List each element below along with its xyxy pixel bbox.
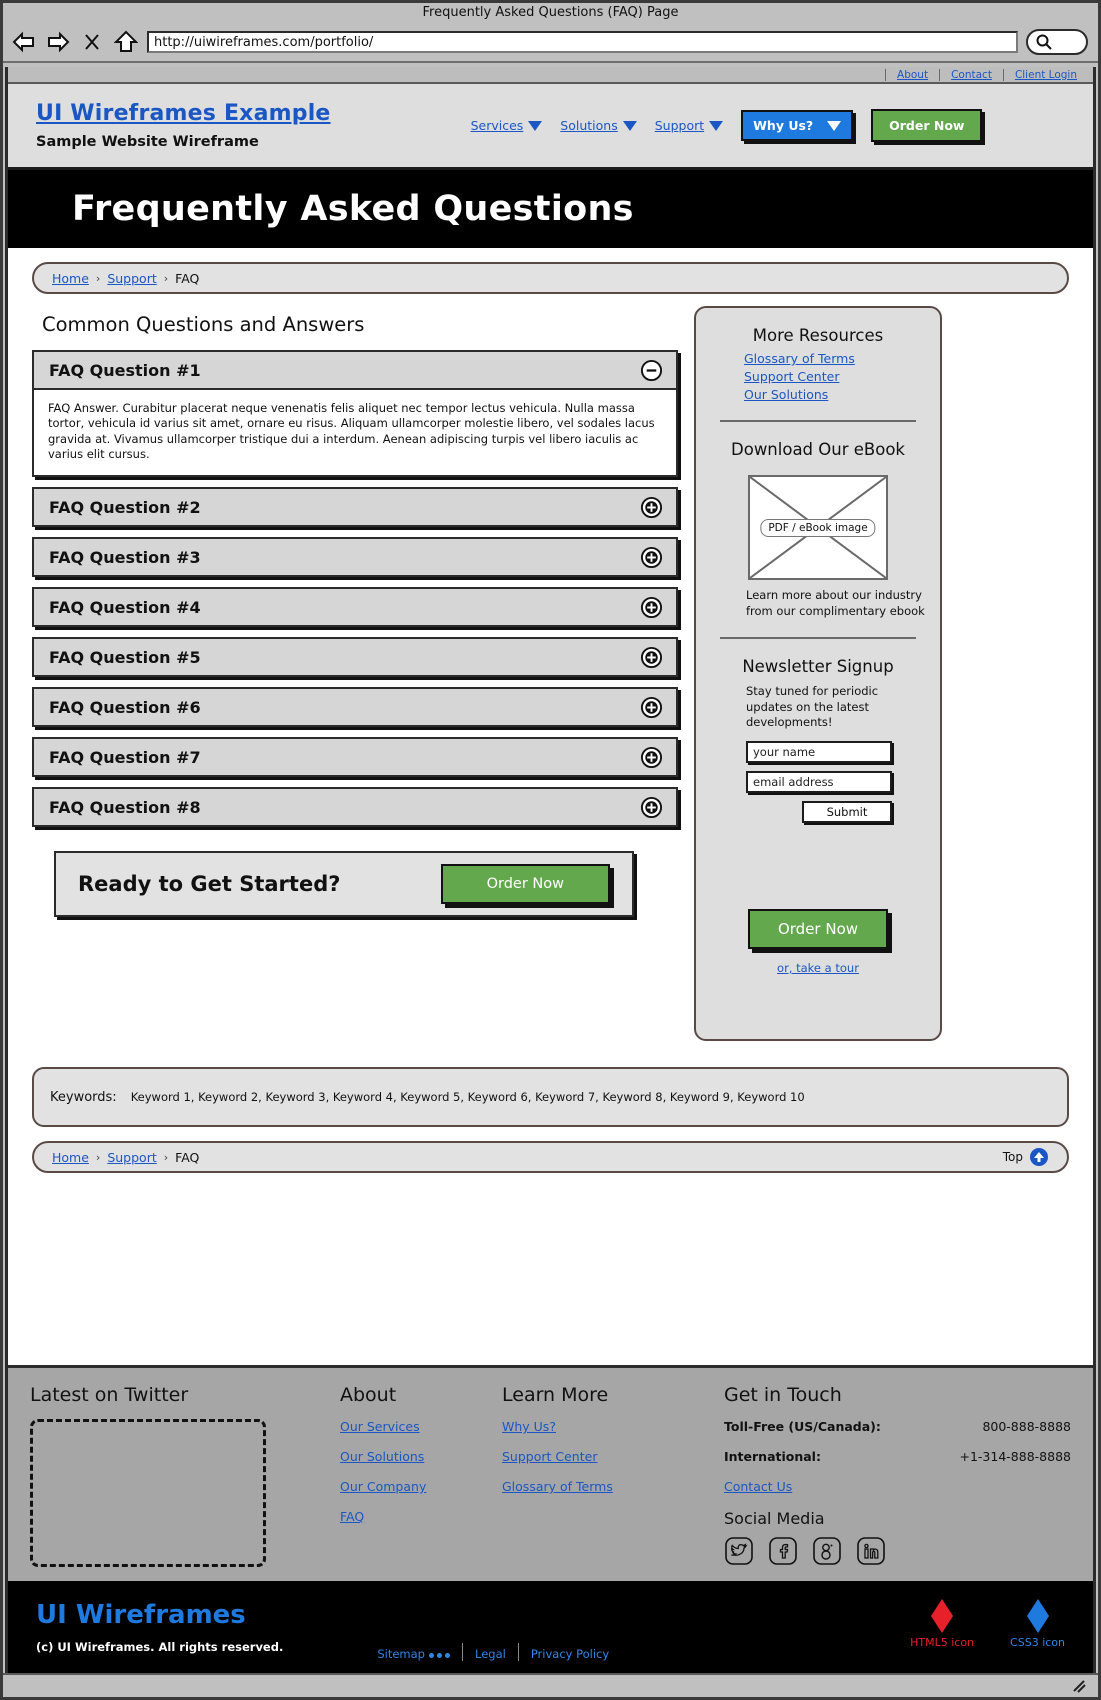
- footer-link-our-services[interactable]: Our Services: [340, 1419, 420, 1434]
- expand-plus-icon[interactable]: [640, 596, 663, 619]
- twitter-feed-placeholder: [30, 1419, 266, 1567]
- hero-banner: [8, 170, 1093, 248]
- faq-item: [32, 737, 678, 777]
- footer-learn-column: [502, 1384, 724, 1567]
- main-navigation: [471, 109, 983, 142]
- faq-question: FAQ Question #2: [49, 497, 201, 517]
- back-arrow-icon[interactable]: [11, 29, 37, 55]
- resource-link-our-solutions[interactable]: Our Solutions: [744, 387, 829, 402]
- nav-item-services[interactable]: [471, 118, 543, 133]
- faq-header[interactable]: [32, 637, 678, 677]
- css3-badge: [1010, 1599, 1065, 1649]
- breadcrumb-current: FAQ: [175, 1149, 200, 1165]
- keywords-list: Keyword 1, Keyword 2, Keyword 3, Keyword 4, Keyword 5, Keyword 6, Keyword 7, Keyword 8, Keyword 9, Keyword 10: [130, 1090, 805, 1104]
- site-footer: [8, 1365, 1093, 1581]
- cta-order-now-button[interactable]: Order Now: [441, 864, 610, 904]
- html5-badge: [910, 1599, 974, 1649]
- email-input[interactable]: [746, 771, 892, 793]
- cta-banner: [54, 851, 634, 917]
- expand-plus-icon[interactable]: [640, 696, 663, 719]
- brand-block: [36, 101, 331, 150]
- section-title: Common Questions and Answers: [42, 313, 365, 336]
- resource-links: [744, 351, 855, 402]
- ebook-image-placeholder: [748, 475, 888, 580]
- faq-header[interactable]: [32, 487, 678, 527]
- breadcrumb-separator: ›: [95, 271, 101, 285]
- faq-item: [32, 537, 678, 577]
- more-resources-title: More Resources: [752, 326, 884, 345]
- faq-question: FAQ Question #5: [49, 647, 201, 667]
- footer-contact-title: Get in Touch: [724, 1384, 842, 1406]
- css3-diamond-icon: [1027, 1599, 1049, 1633]
- page-title: Frequently Asked Questions: [72, 189, 634, 229]
- bottom-links: [365, 1615, 621, 1661]
- submit-button[interactable]: Submit: [802, 801, 892, 823]
- googleplus-icon[interactable]: [812, 1536, 842, 1566]
- utility-nav: [8, 67, 1093, 84]
- expand-plus-icon[interactable]: [640, 746, 663, 769]
- faq-header[interactable]: [32, 350, 678, 390]
- site-header: [8, 84, 1093, 170]
- browser-toolbar: [3, 23, 1098, 61]
- faq-header[interactable]: [32, 537, 678, 577]
- tollfree-row: [724, 1419, 1071, 1434]
- resize-grip-icon[interactable]: [1070, 1677, 1088, 1695]
- faq-question: FAQ Question #6: [49, 697, 201, 717]
- faq-header[interactable]: [32, 737, 678, 777]
- header-order-now-button[interactable]: Order Now: [871, 109, 982, 142]
- resource-link-glossary[interactable]: Glossary of Terms: [744, 351, 855, 366]
- nav-label: Support: [654, 118, 705, 133]
- bottom-logo: UI Wireframes: [36, 1600, 246, 1630]
- breadcrumb-home[interactable]: Home: [52, 1149, 89, 1165]
- footer-learn-title: Learn More: [502, 1384, 609, 1406]
- divider: [720, 420, 916, 422]
- css3-label: CSS3 icon: [1010, 1636, 1065, 1649]
- faq-item: [32, 587, 678, 627]
- footer-about-title: About: [340, 1384, 397, 1406]
- faq-item: [32, 637, 678, 677]
- bottom-link-sitemap[interactable]: [365, 1647, 462, 1661]
- page-viewport: [5, 67, 1096, 1673]
- breadcrumb-separator: ›: [163, 1150, 169, 1164]
- faq-question: FAQ Question #8: [49, 797, 201, 817]
- browser-search-box[interactable]: [1026, 29, 1088, 55]
- bottom-bar: [8, 1581, 1093, 1673]
- name-input-placeholder: your name: [753, 744, 816, 759]
- ebook-title: Download Our eBook: [731, 440, 905, 459]
- faq-header[interactable]: [32, 687, 678, 727]
- faq-item: [32, 350, 678, 477]
- footer-link-faq[interactable]: FAQ: [340, 1509, 365, 1524]
- international-row: [724, 1449, 1071, 1464]
- page-body: [8, 248, 1093, 1365]
- footer-link-our-solutions[interactable]: Our Solutions: [340, 1449, 425, 1464]
- breadcrumb-separator: ›: [163, 271, 169, 285]
- chevron-down-icon: [528, 121, 542, 131]
- ebook-description: Learn more about our industry from our complimentary ebook: [746, 588, 925, 618]
- faq-question: FAQ Question #1: [49, 360, 201, 380]
- back-to-top-label: Top: [1002, 1150, 1023, 1164]
- chevron-down-icon: [827, 121, 841, 131]
- sitemap-label: Sitemap: [377, 1647, 425, 1661]
- utility-link-about[interactable]: About: [885, 69, 940, 81]
- browser-status-bar: [3, 1673, 1098, 1697]
- copyright-text: (c) UI Wireframes. All rights reserved.: [36, 1640, 284, 1654]
- address-bar[interactable]: [147, 31, 1018, 53]
- forward-arrow-icon[interactable]: [45, 29, 71, 55]
- divider: [720, 637, 916, 639]
- back-to-top[interactable]: [1003, 1147, 1049, 1167]
- nav-label: Solutions: [560, 118, 618, 133]
- bottom-link-privacy-policy[interactable]: Privacy Policy: [530, 1647, 610, 1661]
- social-media-title: Social Media: [724, 1509, 825, 1528]
- stop-x-icon[interactable]: [79, 29, 105, 55]
- footer-link-why-us[interactable]: Why Us?: [502, 1419, 556, 1434]
- window-title: Frequently Asked Questions (FAQ) Page: [3, 3, 1098, 23]
- faq-question: FAQ Question #7: [49, 747, 201, 767]
- why-us-label: Why Us?: [753, 118, 814, 133]
- breadcrumb-bottom: [32, 1141, 1069, 1173]
- faq-header[interactable]: [32, 587, 678, 627]
- sidebar-panel: [694, 306, 942, 1041]
- faq-answer: FAQ Answer. Curabitur placerat neque venenatis felis aliquet nec tempor lectus vehicula. Nulla massa tortor, vehicula id varius sit amet, ornare eu risus. Aliquam ullamcorper molestie libero, vel sodales lacus gravida at. Vivamus ullamcorper tristique dui a interdum. Aenean adipiscing turpis vel libero iaculis ac varius elit cursus.: [32, 390, 678, 477]
- breadcrumb-top: [32, 262, 1069, 294]
- footer-link-contact-us[interactable]: Contact Us: [724, 1479, 793, 1494]
- newsletter-description: Stay tuned for periodic updates on the latest developments!: [746, 684, 879, 730]
- twitter-icon[interactable]: [724, 1536, 754, 1566]
- expand-plus-icon[interactable]: [640, 646, 663, 669]
- facebook-icon[interactable]: [768, 1536, 798, 1566]
- name-input[interactable]: [746, 741, 892, 763]
- bottom-brand: [36, 1600, 283, 1654]
- tollfree-label: Toll-Free (US/Canada):: [724, 1419, 881, 1434]
- utility-link-client-login[interactable]: Client Login: [1014, 68, 1077, 81]
- home-icon[interactable]: [113, 29, 139, 55]
- resource-link-support-center[interactable]: Support Center: [744, 369, 840, 384]
- html5-label: HTML5 icon: [910, 1636, 975, 1649]
- footer-about-column: [340, 1384, 502, 1567]
- footer-contact-column: [724, 1384, 1071, 1567]
- ebook-image-caption: PDF / eBook image: [760, 519, 875, 537]
- faq-item: [32, 487, 678, 527]
- chevron-down-icon: [623, 121, 637, 131]
- footer-twitter-column: [30, 1384, 340, 1567]
- social-media-icons: [724, 1536, 1071, 1566]
- html5-diamond-icon: [931, 1599, 953, 1633]
- expand-plus-icon[interactable]: [640, 496, 663, 519]
- nav-item-support[interactable]: [655, 118, 723, 133]
- footer-twitter-title: Latest on Twitter: [30, 1384, 189, 1406]
- international-value: +1-314-888-8888: [959, 1449, 1071, 1464]
- utility-link-contact[interactable]: Contact: [940, 69, 1004, 81]
- url-text: http://uiwireframes.com/portfolio/: [154, 34, 374, 50]
- cta-text: Ready to Get Started?: [78, 872, 341, 897]
- nav-label: Services: [470, 118, 524, 133]
- linkedin-icon[interactable]: [856, 1536, 886, 1566]
- main-column: [32, 306, 678, 1041]
- content-columns: [32, 306, 1069, 1041]
- why-us-button[interactable]: [741, 110, 853, 141]
- collapse-minus-icon[interactable]: [640, 359, 663, 382]
- search-icon: [1035, 33, 1053, 51]
- sidebar-column: [694, 306, 942, 1041]
- breadcrumb-home[interactable]: Home: [52, 270, 89, 286]
- expand-plus-icon[interactable]: [640, 796, 663, 819]
- breadcrumb-support[interactable]: Support: [107, 1149, 157, 1165]
- brand-subtitle: Sample Website Wireframe: [36, 134, 259, 150]
- expand-plus-icon[interactable]: [640, 546, 663, 569]
- sidebar-order-now-button[interactable]: Order Now: [748, 909, 888, 949]
- brand-title-link[interactable]: UI Wireframes Example: [36, 101, 331, 126]
- footer-link-support-center[interactable]: Support Center: [502, 1449, 598, 1464]
- footer-link-glossary[interactable]: Glossary of Terms: [502, 1479, 613, 1494]
- keywords-bar: [32, 1067, 1069, 1127]
- bottom-link-legal[interactable]: Legal: [474, 1647, 506, 1661]
- chevron-down-icon: [709, 121, 723, 131]
- faq-item: [32, 787, 678, 827]
- tollfree-value: 800-888-8888: [982, 1419, 1071, 1434]
- sitemap-dots-icon: [429, 1653, 450, 1658]
- arrow-up-circle-icon: [1029, 1147, 1049, 1167]
- tech-badges: [910, 1599, 1065, 1655]
- faq-item: [32, 687, 678, 727]
- breadcrumb-separator: ›: [95, 1150, 101, 1164]
- take-a-tour-link[interactable]: or, take a tour: [777, 960, 859, 975]
- footer-link-our-company[interactable]: Our Company: [340, 1479, 427, 1494]
- breadcrumb-support[interactable]: Support: [107, 270, 157, 286]
- faq-header[interactable]: [32, 787, 678, 827]
- keywords-label: Keywords:: [50, 1089, 117, 1105]
- breadcrumb-current: FAQ: [175, 270, 200, 286]
- faq-question: FAQ Question #3: [49, 547, 201, 567]
- newsletter-title: Newsletter Signup: [742, 657, 894, 677]
- email-input-placeholder: email address: [753, 774, 834, 789]
- faq-question: FAQ Question #4: [49, 597, 201, 617]
- nav-item-solutions[interactable]: [560, 118, 636, 133]
- international-label: International:: [724, 1449, 821, 1464]
